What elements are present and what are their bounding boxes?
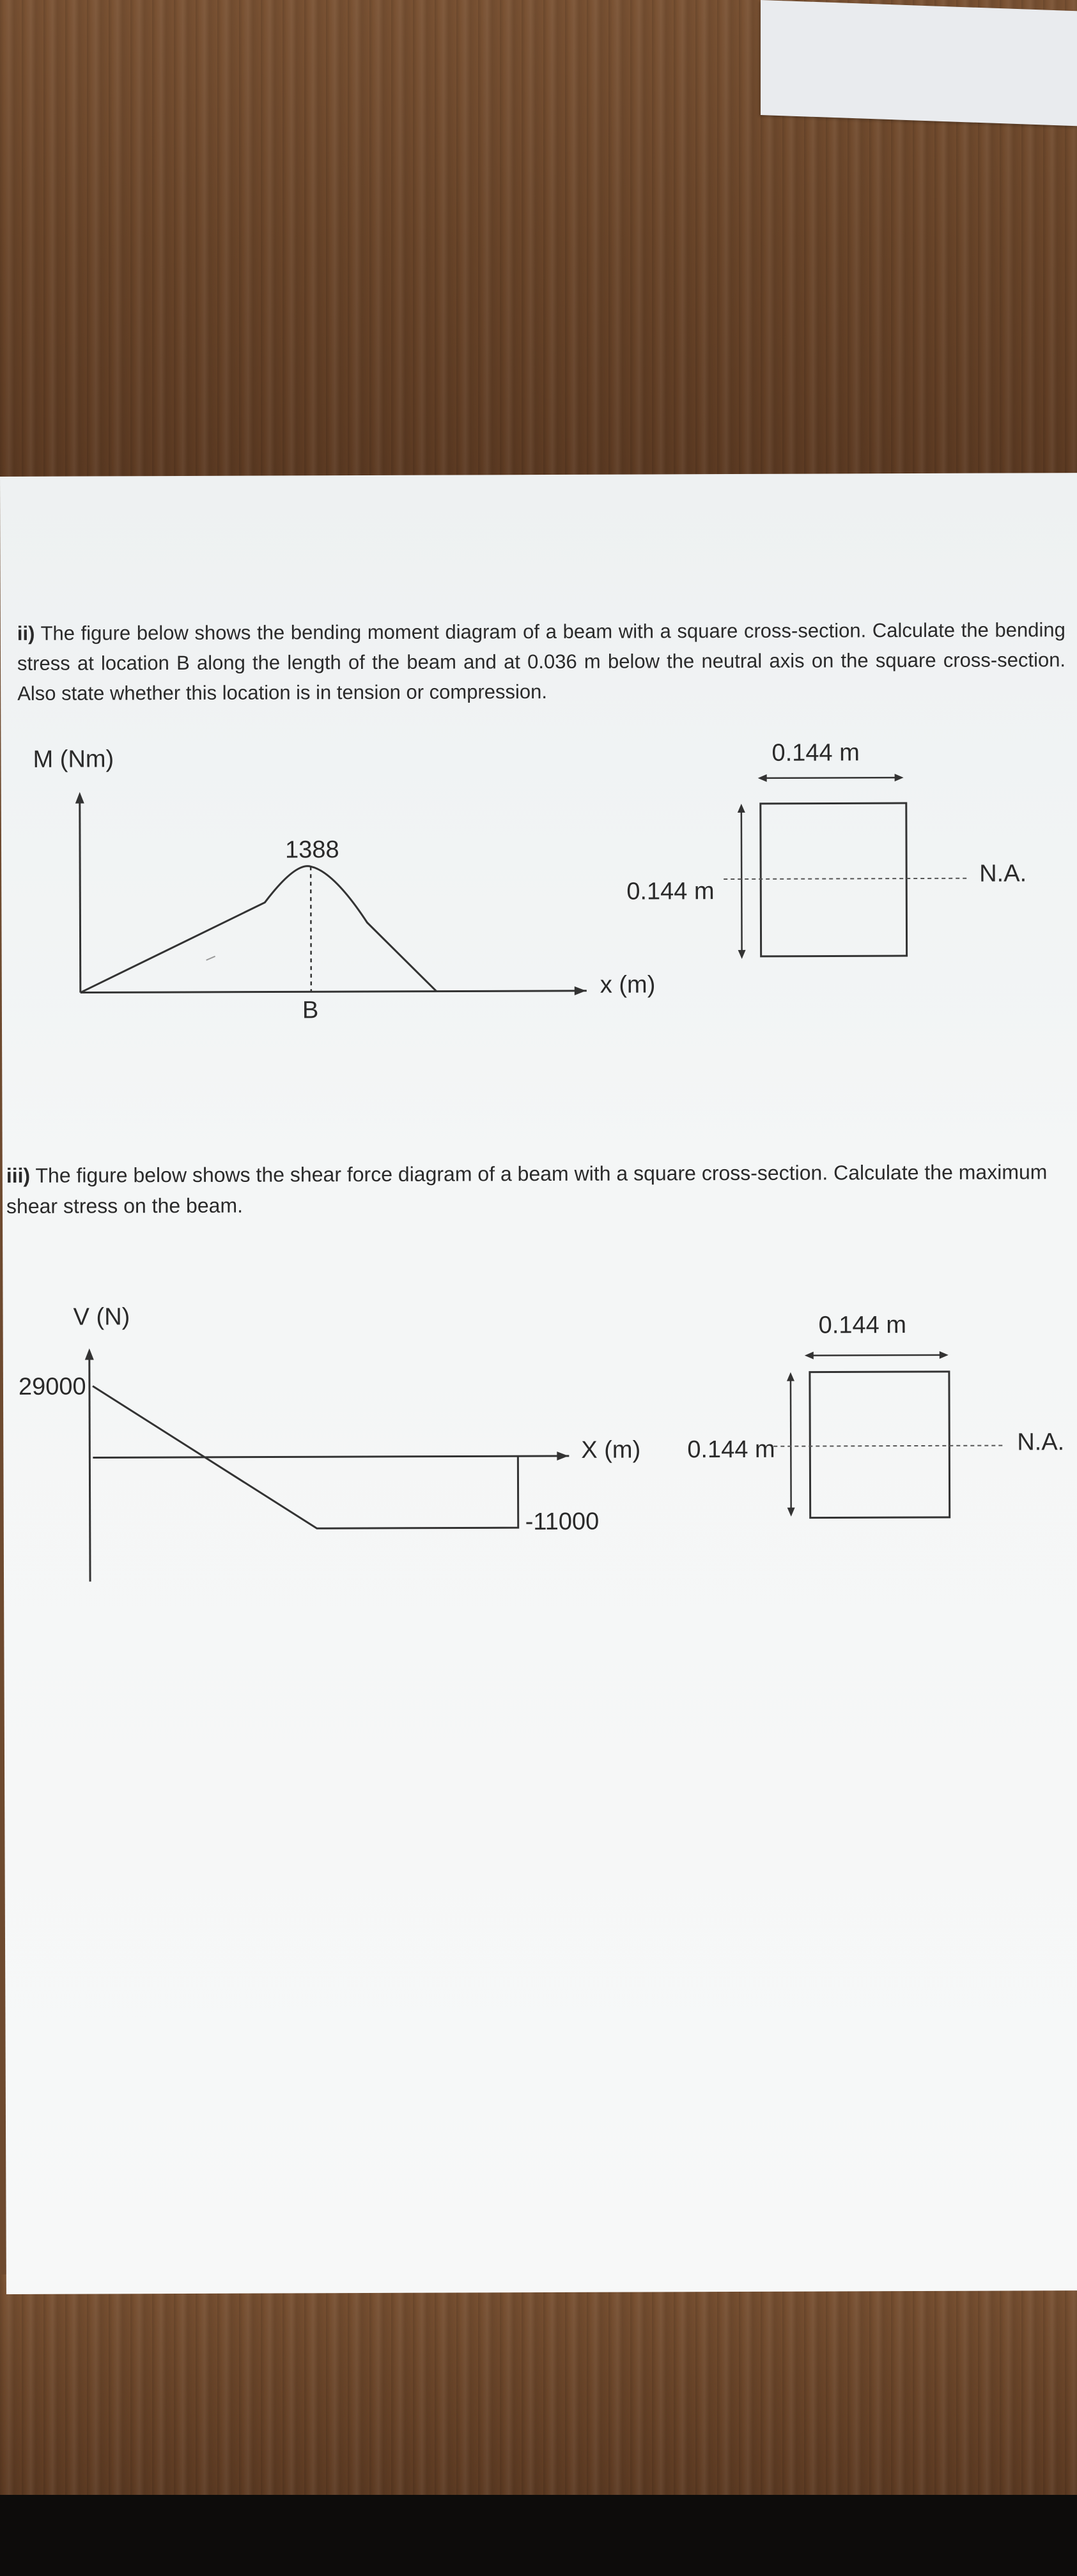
cross-section-ii-na-label: N.A.: [979, 860, 1027, 887]
moment-peak-label: 1388: [284, 836, 339, 864]
cross-section-ii-width-label: 0.144 m: [771, 739, 860, 767]
shear-min-label: -11000: [525, 1508, 600, 1536]
question-ii-text: The figure below shows the bending moment diagram of a beam with a square cross-section. Calculate the bending stress at location B along the length of the beam and at 0.036 m below the neutral axis on the square cross-section. Also state whether this location is in tension or compression.: [17, 618, 1066, 705]
question-ii-number: ii): [17, 622, 35, 645]
cross-section-iii: [0, 473, 1077, 1754]
question-iii-text: The figure below shows the shear force diagram of a beam with a square cross-section. Calculate the maximum shear stress on the beam.: [6, 1160, 1048, 1218]
wood-table-bottom: [0, 2274, 1077, 2498]
question-iii-number: iii): [6, 1163, 31, 1187]
cross-section-iii-height-label: 0.144 m: [687, 1436, 775, 1464]
cross-section-iii-width-label: 0.144 m: [818, 1312, 907, 1339]
width-dimension-line: [807, 1355, 946, 1356]
shear-y-axis-label: V (N): [73, 1303, 130, 1331]
cross-section-ii-height-label: 0.144 m: [626, 878, 715, 905]
shear-x-axis-label: X (m): [581, 1436, 641, 1464]
dark-border-strip: [0, 2495, 1077, 2576]
shear-max-label: 29000: [18, 1373, 86, 1400]
cross-section-iii-na-label: N.A.: [1017, 1429, 1065, 1456]
square-section: [810, 1372, 950, 1518]
background-paper-corner: [761, 0, 1077, 126]
worksheet-page: [0, 473, 1077, 2294]
moment-x-axis-label: x (m): [600, 971, 656, 999]
moment-y-axis-label: M (Nm): [33, 746, 114, 773]
location-b-label: B: [302, 997, 319, 1024]
